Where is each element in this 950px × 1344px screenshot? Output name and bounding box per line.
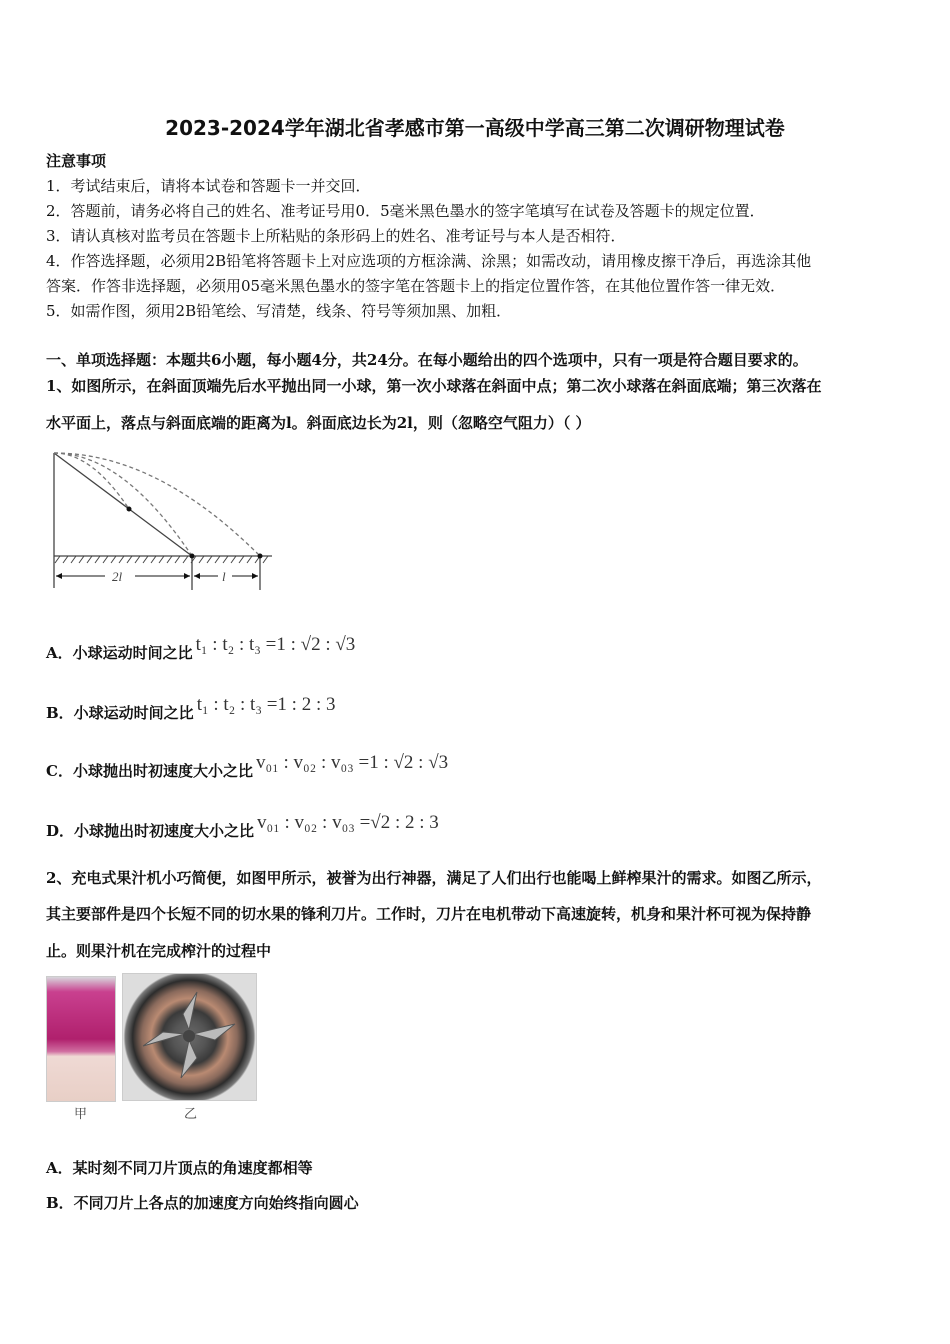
note-line: 4．作答选择题，必须用2B铅笔将答题卡上对应选项的方框涂满、涂黑；如需改动，请用橡皮擦干净后，再选涂其他 (46, 252, 812, 270)
notes-heading: 注意事项 (46, 152, 107, 170)
note-line: 3．请认真核对监考员在答题卡上所粘贴的条形码上的姓名、准考证号与本人是否相符． (46, 227, 626, 245)
question-2-text: 其主要部件是四个长短不同的切水果的锋利刀片。工作时，刀片在电机带动下高速旋转，机身和果汁杯可视为保持静 (46, 905, 812, 923)
question-2-text: 止。则果汁机在完成榨汁的过程中 (46, 942, 272, 960)
page-title: 2023-2024学年湖北省孝感市第一高级中学高三第二次调研物理试卷 (165, 116, 785, 140)
caption-a: 甲 (74, 1107, 88, 1122)
juicer-photo (46, 976, 116, 1102)
option-formula: t₁ : t₂ : t₃ =1 : √2 : √3 (195, 634, 356, 655)
note-line: 1．考试结束后，请将本试卷和答题卡一并交回． (46, 177, 371, 195)
note-line: 5．如需作图，须用2B铅笔绘、写清楚，线条、符号等须加黑、加粗． (46, 302, 512, 320)
q2-option-a[interactable]: A．某时刻不同刀片顶点的角速度都相等 (46, 1159, 313, 1177)
option-label: B．小球运动时间之比 (46, 704, 194, 722)
note-line: 答案．作答非选择题，必须用05毫米黑色墨水的签字笔在答题卡上的指定位置作答，在其他位置作答一律无效． (46, 277, 786, 295)
label-base: 2l (112, 569, 123, 584)
option-d[interactable] (46, 812, 439, 841)
caption-b: 乙 (184, 1107, 198, 1122)
q2-option-b[interactable]: B．不同刀片上各点的加速度方向始终指向圆心 (46, 1194, 359, 1212)
option-label: C．小球抛出时初速度大小之比 (46, 762, 253, 780)
blade-icon (123, 974, 256, 1100)
option-label: D．小球抛出时初速度大小之比 (46, 822, 255, 840)
option-formula: v₀₁ : v₀₂ : v₀₃ =1 : √2 : √3 (255, 752, 449, 773)
option-label: A．小球运动时间之比 (46, 644, 193, 662)
question-1-text: 水平面上，落点与斜面底端的距离为l。斜面底边长为2l，则（忽略空气阻力）（ ） (46, 414, 591, 432)
note-line: 2．答题前，请务必将自己的姓名、准考证号用0．5毫米黑色墨水的签字笔填写在试卷及答题卡的规定位置． (46, 202, 765, 220)
option-c[interactable] (46, 752, 449, 781)
option-formula: v₀₁ : v₀₂ : v₀₃ =√2 : 2 : 3 (257, 812, 439, 833)
question-1-text: 1、如图所示，在斜面顶端先后水平抛出同一小球，第一次小球落在斜面中点；第二次小球落在斜面底端；第三次落在 (46, 377, 822, 395)
label-extra: l (222, 569, 226, 584)
section-heading: 一、单项选择题：本题共6小题，每小题4分，共24分。在每小题给出的四个选项中，只有一项是符合题目要求的。 (46, 351, 808, 369)
question-2-text: 2、充电式果汁机小巧简便，如图甲所示，被誉为出行神器，满足了人们出行也能喝上鲜榨果汁的需求。如图乙所示， (46, 869, 822, 887)
option-a[interactable] (46, 634, 356, 663)
blade-photo (122, 973, 257, 1101)
option-b[interactable] (46, 694, 336, 723)
option-formula: t₁ : t₂ : t₃ =1 : 2 : 3 (196, 694, 336, 715)
projectile-figure (0, 0, 300, 600)
